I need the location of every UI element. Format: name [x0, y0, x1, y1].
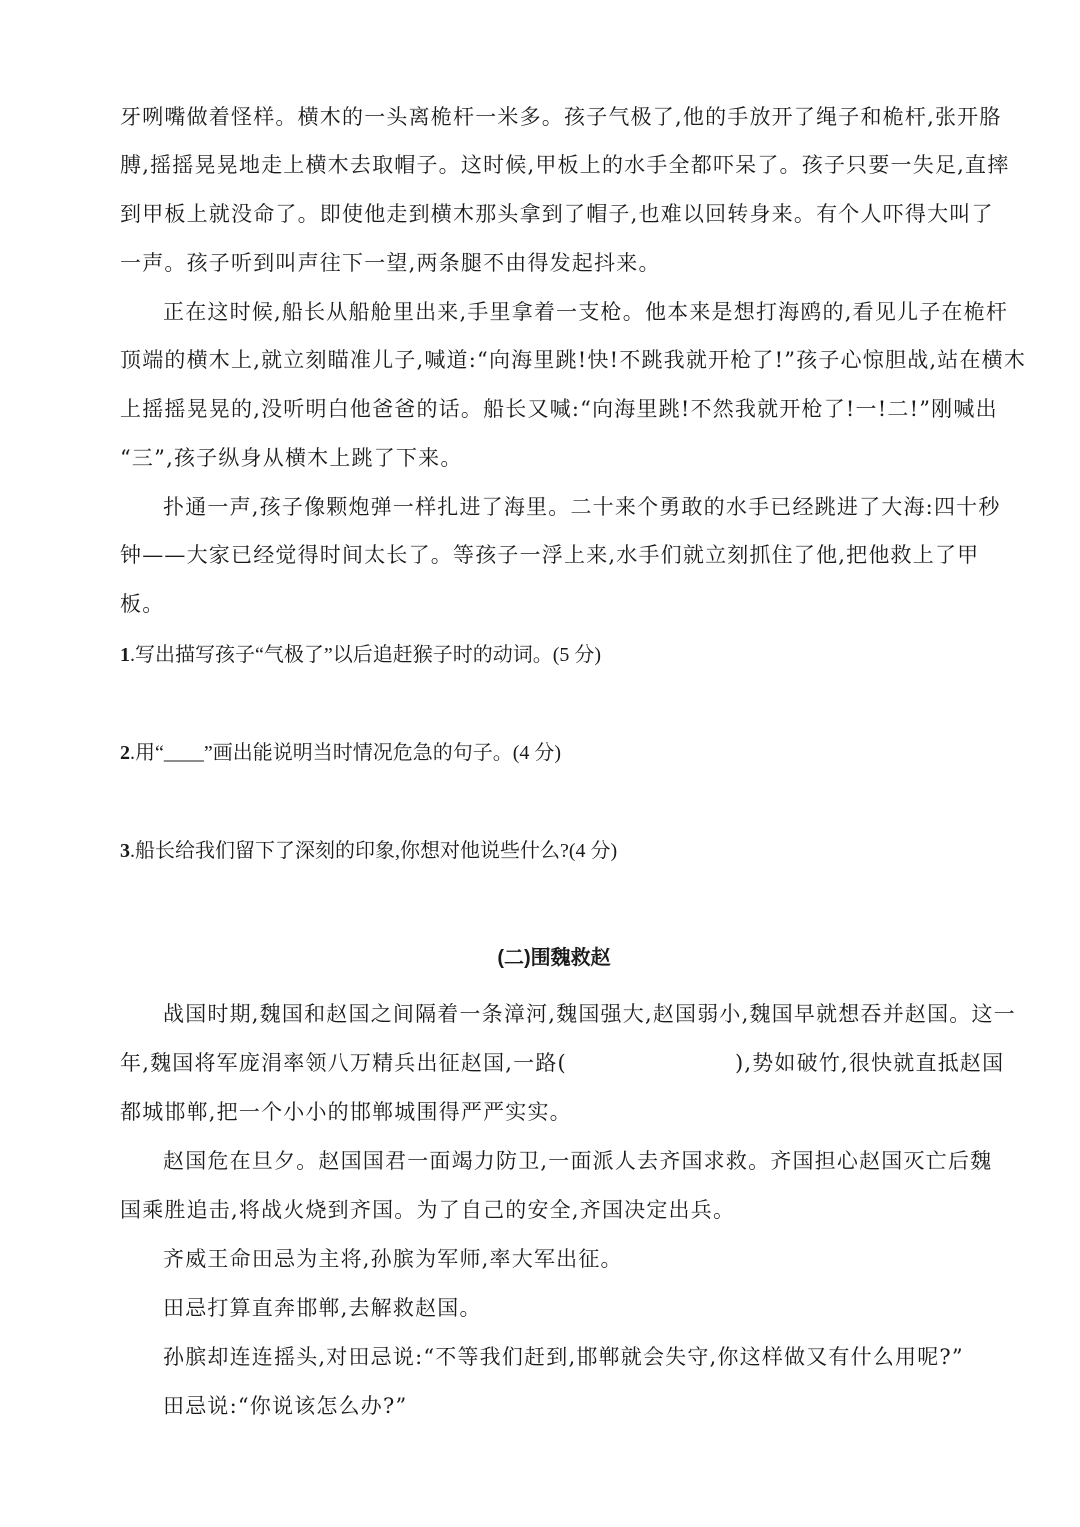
- question-number: 3: [120, 840, 130, 862]
- passage-text: 年,魏国将军庞涓率领八万精兵出征赵国,一路(: [120, 1051, 567, 1075]
- passage-line: 田忌说:“你说该怎么办?”: [163, 1394, 408, 1418]
- question-text: .船长给我们留下了深刻的印象,你想对他说些什么?(4 分): [130, 840, 618, 862]
- passage-line: 板。: [120, 592, 165, 616]
- passage-line: 上摇摇晃晃的,没听明白他爸爸的话。船长又喊:“向海里跳!不然我就开枪了!一!二!”刚喊出: [120, 397, 998, 421]
- passage-line: 膊,摇摇晃晃地走上横木去取帽子。这时候,甲板上的水手全都吓呆了。孩子只要一失足,直摔: [120, 153, 1010, 177]
- passage-line: 都城邯郸,把一个小小的邯郸城围得严严实实。: [120, 1100, 572, 1124]
- question-text: .写出描写孩子“气极了”以后追赶猴子时的动词。(5 分): [130, 644, 602, 666]
- passage-text: ),势如破竹,很快就直抵赵国: [734, 1051, 1005, 1075]
- passage-line: 齐威王命田忌为主将,孙膑为军师,率大军出征。: [163, 1247, 623, 1271]
- passage-line: 赵国危在旦夕。赵国国君一面竭力防卫,一面派人去齐国求救。齐国担心赵国灭亡后魏: [163, 1149, 993, 1173]
- passage-line: 正在这时候,船长从船舱里出来,手里拿着一支枪。他本来是想打海鸥的,看见儿子在桅杆: [163, 300, 1009, 324]
- passage-line: 到甲板上就没命了。即使他走到横木那头拿到了帽子,也难以回转身来。有个人吓得大叫了: [120, 202, 994, 226]
- passage-line: 牙咧嘴做着怪样。横木的一头离桅杆一米多。孩子气极了,他的手放开了绳子和桅杆,张开胳: [120, 105, 1002, 129]
- question-number: 2: [120, 742, 130, 764]
- passage-line-with-blank: [120, 1049, 1004, 1077]
- question-2: [120, 739, 561, 767]
- passage-line: 扑通一声,孩子像颗炮弹一样扎进了海里。二十来个勇敢的水手已经跳进了大海:四十秒: [163, 495, 1001, 519]
- passage-line: 战国时期,魏国和赵国之间隔着一条漳河,魏国强大,赵国弱小,魏国早就想吞并赵国。这一: [163, 1002, 1016, 1026]
- passage-line: 国乘胜追击,将战火烧到齐国。为了自己的安全,齐国决定出兵。: [120, 1198, 736, 1222]
- question-number: 1: [120, 644, 130, 666]
- passage-line: 顶端的横木上,就立刻瞄准儿子,喊道:“向海里跳!快!不跳我就开枪了!”孩子心惊胆战,站在横木: [120, 348, 1027, 372]
- question-text: .用“____”画出能说明当时情况危急的句子。(4 分): [130, 742, 562, 764]
- section-title: (二)围魏救赵: [497, 947, 611, 969]
- passage-line: 孙膑却连连摇头,对田忌说:“不等我们赶到,邯郸就会失守,你这样做又有什么用呢?”: [163, 1345, 964, 1369]
- passage-line: “三”,孩子纵身从横木上跳了下来。: [120, 446, 463, 470]
- question-1: [120, 641, 601, 669]
- passage-line: 田忌打算直奔邯郸,去解救赵国。: [163, 1296, 482, 1320]
- passage-line: 一声。孩子听到叫声往下一望,两条腿不由得发起抖来。: [120, 251, 661, 275]
- passage-line: 钟——大家已经觉得时间太长了。等孩子一浮上来,水手们就立刻抓住了他,把他救上了甲: [120, 543, 980, 567]
- question-3: [120, 837, 617, 865]
